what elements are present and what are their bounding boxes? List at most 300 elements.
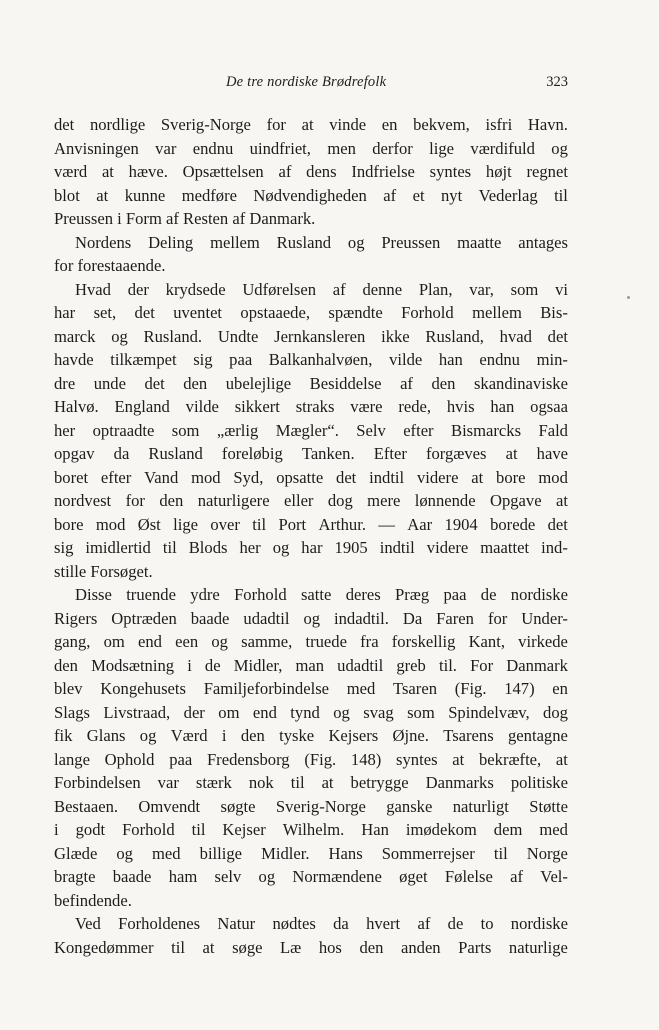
word: Livstraad, <box>103 702 171 722</box>
word: gentagne <box>508 726 568 745</box>
word: Rusland, <box>425 326 484 346</box>
word: Optræden <box>111 608 177 628</box>
word: øget <box>399 867 428 886</box>
word: af <box>332 279 346 299</box>
word: der <box>183 702 205 722</box>
word: til <box>171 937 185 957</box>
word: blev <box>54 679 83 698</box>
word: der <box>127 279 149 299</box>
word: 1905 <box>334 538 368 557</box>
word: værdifuld <box>470 138 535 158</box>
word: mod <box>191 467 221 487</box>
word: den <box>431 373 456 393</box>
word: Modsætning <box>91 655 175 675</box>
text-line <box>54 395 568 419</box>
word: Wilhelm. <box>282 820 345 839</box>
text-line <box>54 630 568 654</box>
word: Forhold <box>401 303 454 322</box>
word: til <box>493 843 508 863</box>
text-line <box>54 842 568 866</box>
word: syntes <box>396 749 438 769</box>
word: min- <box>536 350 568 369</box>
word: Natur <box>217 914 256 933</box>
word: vinde <box>329 115 367 134</box>
word: om <box>218 702 240 722</box>
word: man <box>295 655 325 675</box>
word: være <box>350 397 383 416</box>
running-head <box>54 74 568 94</box>
text-line <box>54 701 568 725</box>
word: ind- <box>541 538 568 557</box>
word: fra <box>360 632 379 651</box>
word: Bismarcks <box>451 420 522 440</box>
word: Normændene <box>292 867 382 886</box>
word: lønnende <box>414 491 476 510</box>
text-line <box>54 936 568 960</box>
word: truede <box>305 632 347 651</box>
page-number: 323 <box>546 74 568 90</box>
word: Havn. <box>527 115 568 134</box>
word: Deling <box>148 232 194 252</box>
word: og <box>272 538 290 557</box>
word: dens <box>306 162 337 181</box>
word: politiske <box>510 773 568 792</box>
word: 147) <box>504 679 535 698</box>
word: af <box>278 162 292 181</box>
word: een <box>175 632 199 651</box>
word: her <box>239 538 261 557</box>
word: Tanken. <box>301 444 355 463</box>
word: det <box>144 373 165 393</box>
word: Øst <box>137 514 161 534</box>
word: dem <box>493 820 523 839</box>
word: bekræfte, <box>478 749 542 769</box>
word: og <box>333 702 350 722</box>
text-line <box>54 583 568 607</box>
word: de <box>480 585 497 604</box>
word: to <box>480 914 494 933</box>
word: Sverig-Norge <box>275 796 366 816</box>
word: indtil <box>379 538 415 557</box>
word: mellem <box>210 232 260 252</box>
word: Syd, <box>233 467 264 487</box>
word: den <box>54 655 78 675</box>
word: og <box>303 608 321 628</box>
text-line <box>54 278 568 302</box>
word: at <box>471 467 484 487</box>
word: mellem <box>472 303 522 322</box>
word: Øjne. <box>392 726 429 745</box>
word: samme, <box>241 632 293 651</box>
text-line <box>54 748 568 772</box>
word: Vand <box>144 467 179 487</box>
word: og <box>211 632 228 651</box>
text-line <box>54 607 568 631</box>
word: Mægler“. <box>275 420 339 440</box>
word: (Fig. <box>454 679 487 698</box>
word: til <box>554 185 568 205</box>
word: de <box>447 914 464 933</box>
text-line <box>54 513 568 537</box>
word: til <box>290 773 305 792</box>
word: Jernkansleren <box>274 326 366 346</box>
text-line <box>54 536 568 560</box>
word: nordiske <box>510 914 568 933</box>
word: det <box>134 303 155 322</box>
word: Kejser <box>222 820 266 839</box>
word: som <box>407 702 435 722</box>
word: England <box>114 397 170 416</box>
word: Da <box>402 608 423 628</box>
word: Han <box>361 820 389 839</box>
word: her <box>54 420 76 440</box>
word: sig <box>54 538 74 557</box>
word: Kongehusets <box>100 679 186 698</box>
word: syntes <box>429 162 472 181</box>
word: mod <box>95 514 126 534</box>
word: Plan, <box>418 279 453 299</box>
word: vi <box>555 279 568 299</box>
word: regnet <box>526 162 568 181</box>
word: Rigers <box>54 608 98 628</box>
word: Preussen <box>381 232 441 252</box>
word: Sverig-Norge <box>160 115 251 134</box>
word: for <box>487 608 508 628</box>
word: og <box>116 843 133 863</box>
word: Familjeforbindelse <box>203 679 330 698</box>
word: selv <box>214 867 242 886</box>
word: dog <box>327 491 353 510</box>
text-line <box>54 137 568 161</box>
word: opstaaede, <box>240 303 310 322</box>
word: at <box>96 185 109 205</box>
word: Nødvendigheden <box>253 185 367 205</box>
word: kunne <box>124 185 166 205</box>
word: set, <box>93 303 117 322</box>
word: Rusland. <box>143 326 203 346</box>
word: med <box>152 843 181 863</box>
word: nordvest <box>54 491 112 510</box>
word: for <box>125 491 145 510</box>
word: straks <box>295 397 335 416</box>
word: Ophold <box>104 749 155 769</box>
word: maatte <box>457 232 502 252</box>
word: hvert <box>366 914 401 933</box>
word: greb <box>396 655 426 675</box>
word: Midler, <box>233 655 283 675</box>
word: forskellig <box>391 632 456 651</box>
word: optraadte <box>92 420 155 440</box>
word: som <box>510 279 539 299</box>
word: Parts <box>458 937 492 957</box>
word: Norge <box>526 843 568 863</box>
word: Forhold <box>234 585 287 604</box>
print-speck <box>627 296 630 299</box>
word: Efter <box>373 444 407 463</box>
word: da <box>113 444 130 463</box>
word: af <box>400 373 413 393</box>
word: antages <box>518 232 568 252</box>
word: nødtes <box>272 914 316 933</box>
word: Danmarks <box>425 773 494 792</box>
word: „ærlig <box>216 420 259 440</box>
text-line <box>54 348 568 372</box>
word: 1904 <box>444 514 478 534</box>
word: borede <box>490 514 536 534</box>
word: vilde <box>185 397 219 416</box>
word: Danmark <box>506 655 568 675</box>
text-line <box>54 184 568 208</box>
word: mere <box>367 491 401 510</box>
word: Glans <box>86 726 126 745</box>
word: var <box>155 138 177 158</box>
word: Tsaren <box>393 679 437 698</box>
word: stærk <box>195 773 232 792</box>
word: ydre <box>190 585 220 604</box>
word: foreløbig <box>221 444 283 463</box>
word: udadtil <box>243 608 290 628</box>
word: medføre <box>181 185 237 205</box>
word: Hans <box>328 843 363 863</box>
text-line: for forestaaende. <box>54 256 166 275</box>
word: Sommerrejser <box>381 843 475 863</box>
word: anden <box>400 937 441 957</box>
word: imidlertid <box>85 538 151 557</box>
word: Læ <box>280 937 302 957</box>
word: som <box>171 420 200 440</box>
word: har <box>54 303 76 322</box>
word: at <box>321 773 334 792</box>
running-title: De tre nordiske Brødrefolk <box>226 74 387 90</box>
word: Besiddelse <box>309 373 382 393</box>
text-line <box>54 865 568 889</box>
word: og <box>111 326 128 346</box>
word: baade <box>112 867 152 886</box>
word: indtil <box>369 467 405 487</box>
word: med <box>346 679 376 698</box>
word: med <box>539 820 568 839</box>
word: højt <box>485 162 512 181</box>
word: end <box>138 632 162 651</box>
word: paa <box>169 749 193 769</box>
text-line <box>54 795 568 819</box>
text-line: befindende. <box>54 890 132 910</box>
word: og <box>551 138 568 158</box>
word: Opsættelsen <box>182 162 264 181</box>
word: i <box>221 726 227 745</box>
word: naturlige <box>508 937 568 957</box>
word: — <box>378 514 395 534</box>
word: Ved <box>75 914 101 933</box>
word: naturligt <box>452 796 509 816</box>
text-line <box>54 113 568 137</box>
word: og <box>258 867 276 886</box>
word: Fredensborg <box>206 749 290 769</box>
word: Fald <box>538 420 568 440</box>
text-line <box>54 301 568 325</box>
word: for <box>266 115 286 134</box>
word: den <box>183 373 208 393</box>
word: Balkanhalvøen, <box>268 350 373 369</box>
word: ganske <box>386 796 433 816</box>
word: Forhold <box>122 820 175 839</box>
word: mod <box>538 467 568 487</box>
word: nordiske <box>510 585 568 604</box>
word: søgte <box>220 796 256 816</box>
word: billige <box>199 843 243 863</box>
word: en <box>381 115 398 134</box>
word: Faren <box>436 608 474 628</box>
word: af <box>417 914 431 933</box>
text-line <box>54 771 568 795</box>
text-line <box>54 818 568 842</box>
word: end <box>252 702 277 722</box>
word: at <box>202 937 215 957</box>
word: (Fig. <box>304 749 337 769</box>
word: dre <box>54 373 76 393</box>
word: For <box>470 655 494 675</box>
word: efter <box>100 467 132 487</box>
word: de <box>204 655 221 675</box>
word: svag <box>363 702 394 722</box>
word: Nordens <box>75 232 132 252</box>
word: godt <box>75 820 106 839</box>
word: have <box>536 444 568 463</box>
word: Kejsers <box>328 726 379 745</box>
word: satte <box>300 585 332 604</box>
word: en <box>552 679 568 698</box>
text-line <box>54 489 568 513</box>
text-line <box>54 325 568 349</box>
word: blot <box>54 185 80 205</box>
word: marck <box>54 326 96 346</box>
word: den <box>240 726 265 745</box>
word: bekvem, <box>413 115 470 134</box>
text-line <box>54 160 568 184</box>
word: var <box>157 773 179 792</box>
word: boret <box>54 467 89 487</box>
word: Udførelsen <box>242 279 317 299</box>
word: forgæves <box>425 444 487 463</box>
body-text <box>54 113 568 959</box>
word: bore <box>496 467 526 487</box>
word: dog <box>543 702 568 722</box>
word: ikke <box>381 326 410 346</box>
word: unde <box>93 373 126 393</box>
word: af <box>383 185 397 205</box>
word: det <box>547 326 568 346</box>
word: nok <box>248 773 274 792</box>
word: og <box>347 232 365 252</box>
word: Omvendt <box>138 796 201 816</box>
word: Værd <box>170 726 208 745</box>
word: gang, <box>54 632 91 651</box>
word: søge <box>232 937 263 957</box>
word: hvad <box>499 326 532 346</box>
word: at <box>301 115 314 134</box>
word: Kongedømmer <box>54 937 154 957</box>
word: denne <box>362 279 403 299</box>
word: truende <box>126 585 176 604</box>
word: det <box>336 467 357 487</box>
word: Halvø. <box>54 397 99 416</box>
word: at <box>555 749 568 769</box>
word: isfri <box>485 115 513 134</box>
word: paa <box>443 585 467 604</box>
word: baade <box>190 608 230 628</box>
word: tyske <box>279 726 315 745</box>
word: til. <box>438 655 457 675</box>
word: Bis- <box>540 303 568 322</box>
word: var, <box>469 279 494 299</box>
word: at <box>101 162 114 181</box>
word: da <box>333 914 349 933</box>
word: havde <box>54 350 94 369</box>
word: lige <box>173 514 199 534</box>
text-line <box>54 372 568 396</box>
word: lige <box>429 138 455 158</box>
word: spændte <box>328 303 383 322</box>
word: derfor <box>372 138 413 158</box>
word: naturligere <box>197 491 270 510</box>
word: Selv <box>356 420 386 440</box>
text-line <box>54 724 568 748</box>
word: et <box>412 185 425 205</box>
word: den <box>359 937 384 957</box>
word: Hvad <box>75 279 111 299</box>
word: om <box>103 632 125 651</box>
word: Støtte <box>529 796 568 816</box>
word: at <box>452 749 465 769</box>
word: 148) <box>350 749 382 769</box>
word: virkede <box>518 632 568 651</box>
word: Aar <box>407 514 433 534</box>
word: Bestaaen. <box>54 796 119 816</box>
word: Opgave <box>489 491 542 510</box>
text-line <box>54 912 568 936</box>
word: ogsaa <box>530 397 568 416</box>
word: har <box>301 538 323 557</box>
word: betrygge <box>350 773 409 792</box>
word: maattet <box>480 538 530 557</box>
word: skandinaviske <box>473 373 568 393</box>
word: Undte <box>217 326 259 346</box>
word: paa <box>229 350 253 369</box>
text-line <box>54 442 568 466</box>
word: han <box>490 397 515 416</box>
word: Rusland <box>148 444 203 463</box>
word: krydsede <box>165 279 226 299</box>
word: Glæde <box>54 843 98 863</box>
text-line <box>54 419 568 443</box>
word: Indfrielse <box>351 162 415 181</box>
word: rede, <box>398 397 432 416</box>
word: Forholdenes <box>118 914 201 933</box>
word: i <box>54 820 59 839</box>
word: i <box>187 655 192 675</box>
word: endnu <box>192 138 234 158</box>
word: værd <box>54 162 88 181</box>
word: at <box>505 444 518 463</box>
word: vilde <box>389 350 423 369</box>
word: sikkert <box>234 397 280 416</box>
text-line: stille Forsøget. <box>54 561 153 581</box>
word: han <box>438 350 463 369</box>
text-line <box>54 466 568 490</box>
word: Anvisningen <box>54 138 139 158</box>
word: hvis <box>446 397 475 416</box>
word: tilkæmpet <box>110 350 177 369</box>
